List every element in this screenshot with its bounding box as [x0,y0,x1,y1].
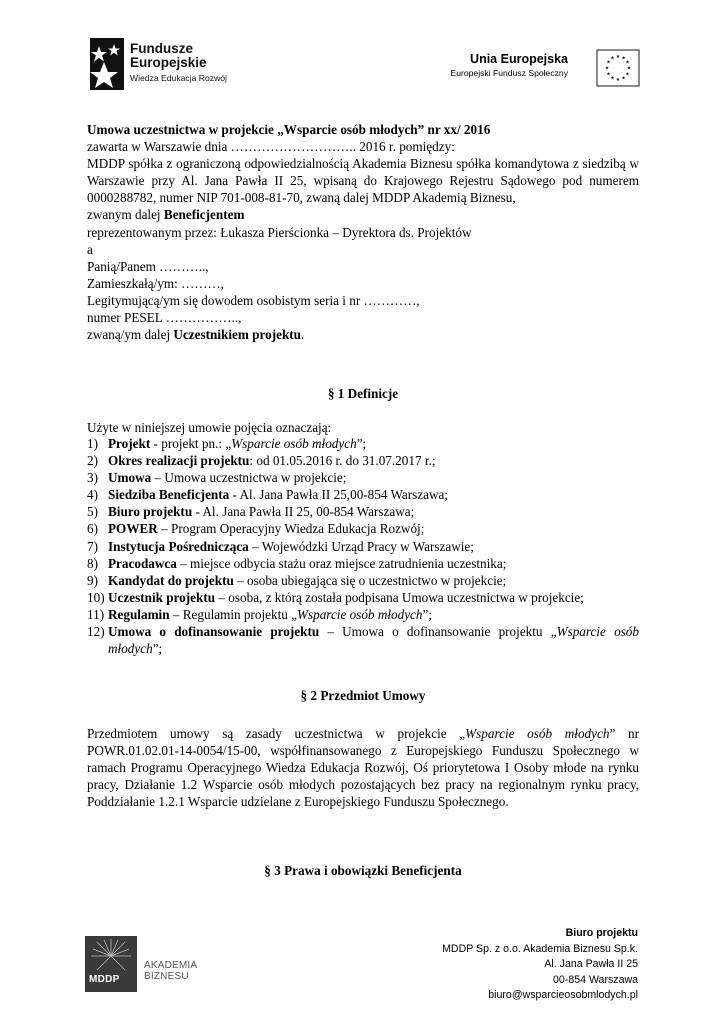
definition-text: Siedziba Beneficjenta - Al. Jana Pawła II 25,00-854 Warszawa; [108,487,449,503]
definition-text: Umowa – Umowa uczestnictwa w projekcie; [108,470,347,486]
eu-logo-subtitle: Europejski Fundusz Społeczny [450,68,568,78]
footer-street: Al. Jana Pawła II 25 [544,958,638,971]
svg-text:★: ★ [621,55,626,62]
definition-text: Okres realizacji projektu: od 01.05.2016 r. do 31.07.2017 r.; [108,453,436,469]
definition-text: Projekt - projekt pn.: „Wsparcie osób młodych”; [108,436,367,451]
participant-term: Uczestnikiem projektu [173,327,302,343]
conjunction-and: a [87,241,93,257]
definition-term: Biuro projektu [108,504,193,520]
fe-logo-line2: Europejskie [130,55,207,70]
beneficiary-term: Beneficjentem [163,207,245,223]
definition-item [87,606,639,623]
fe-logo-line3: Wiedza Edukacja Rozwój [130,73,227,83]
definition-text: Pracodawca – miejsce odbycia stażu oraz miejsce zatrudnienia uczestnika; [108,555,507,571]
called-beneficiary: zwanym dalej Beneficjentem [87,207,245,223]
definition-term: Uczestnik projektu [108,589,216,605]
definition-text: Instytucja Pośrednicząca – Wojewódzki Urząd Pracy w Warszawie; [108,538,474,554]
fundusze-europejskie-logo [90,38,250,90]
mddp-akademia-logo [85,936,205,992]
definition-item [87,486,639,503]
definition-term: POWER [108,521,158,537]
section2-heading: § 2 Przedmiot Umowy [300,688,426,703]
definition-text: Biuro projektu - Al. Jana Pawła II 25, 00-854 Warszawa; [108,504,415,520]
called-participant: zwaną/ym dalej Uczestnikiem projektu. [87,327,305,343]
definition-item [87,623,639,657]
footer-office-title: Biuro projektu [565,927,638,939]
definition-item [87,452,639,469]
project-name-italic: Wsparcie osób młodych [297,606,423,622]
svg-text:★: ★ [606,59,611,66]
project-name-italic: Wsparcie osób młodych [231,436,357,451]
definition-text: Umowa o dofinansowanie projektu – Umowa o dofinansowanie projektu „Wsparcie osób młodych”; [108,624,639,657]
pesel-field: numer PESEL …………….., [87,310,242,326]
biznesu-word: BIZNESU [144,971,189,982]
svg-text:★: ★ [625,59,630,66]
contract-title: Umowa uczestnictwa w projekcie „Wsparcie osób młodych” nr xx/ 2016 [87,122,491,137]
definition-term: Siedziba Beneficjenta [108,487,230,503]
definition-item [87,520,639,537]
mddp-logo-box [85,936,137,992]
definition-item [87,538,639,555]
represented-by: reprezentowanym przez: Łukasza Pierścionka – Dyrektora ds. Projektów [87,224,472,240]
definition-item [87,469,639,486]
svg-text:★: ★ [621,75,626,82]
definition-number: 9) [87,572,98,588]
section2-paragraph: Przedmiotem umowy są zasady uczestnictwa w projekcie „Wsparcie osób młodych” nr POWR.01.02.01-14-0054/15-00, współfinansowanego z Europejskiego Funduszu Społecznego w ramach Programu Operacyjnego Wiedza Edukacja Rozwój, Oś priorytetowa I Osoby młode na rynku pracy, Działanie 1.2 Wsparcie osób młodych pozostających bez pracy na regionalnym rynku pracy, Poddziałanie 1.2.1 Wsparcie udzielane z Europejskiego Funduszu Społecznego. [87,726,639,810]
definition-term: Kandydat do projektu [108,572,234,588]
footer-company: MDDP Sp. z o.o. Akademia Biznesu Sp.k. [442,942,638,955]
definition-item [87,555,639,572]
definition-number: 1) [87,436,98,451]
definition-item [87,572,639,589]
definition-number: 10) [87,589,105,605]
definition-text: Uczestnik projektu – osoba, z którą została podpisana Umowa uczestnictwa w projekcie; [108,589,584,605]
definition-number: 8) [87,555,98,571]
definition-text: Kandydat do projektu – osoba ubiegająca się o uczestnictwo w projekcie; [108,572,507,588]
mr-mrs-field: Panią/Panem ……….., [87,258,209,274]
star-burst-icon [85,936,137,976]
mddp-box-label: MDDP [89,974,120,985]
definition-term: Regulamin [108,606,170,622]
definition-number: 5) [87,504,98,520]
id-document-field: Legitymującą/ym się dowodem osobistym seria i nr …………, [87,292,420,308]
definition-item [87,503,639,520]
fe-star-icon [90,38,124,90]
party1-text: MDDP spółka z ograniczoną odpowiedzialnością Akademia Biznesu spółka komandytowa z siedzibą w Warszawie przy Al. Jana Pawła II 25, wpisaną do Krajowego Rejestru Sądowego pod numerem 0000288782, numer NIP 701-008-81-70, zwaną dalej MDDP Akademią Biznesu, [87,156,639,206]
definition-number: 12) [87,624,105,640]
definition-term: Pracodawca [108,555,177,571]
svg-text:★: ★ [615,77,621,83]
project-name-italic: Wsparcie osób młodych [108,624,639,657]
definition-text: Regulamin – Regulamin projektu „Wsparcie osób młodych”; [108,606,433,622]
residing-field: Zamieszkałą/ym: ………, [87,275,224,291]
section3-heading: § 3 Prawa i obowiązki Beneficjenta [264,863,462,878]
svg-text:★: ★ [604,65,610,72]
fe-logo-line1: Fundusze [130,41,193,56]
eu-logo-title: Unia Europejska [470,52,568,66]
definition-number: 4) [87,487,98,503]
svg-text:★: ★ [615,54,621,60]
contract-intro [87,121,639,343]
definition-number: 2) [87,453,98,469]
definition-item [87,589,639,606]
footer-email[interactable]: biuro@wsparcieosobmlodych.pl [488,989,638,1002]
eu-flag-icon [596,46,640,90]
definition-term: Umowa o dofinansowanie projektu [108,624,320,640]
svg-text:★: ★ [610,75,615,82]
definition-number: 11) [87,606,105,622]
definition-term: Instytucja Pośrednicząca [108,538,249,554]
definition-term: Projekt [108,436,151,451]
definition-term: Okres realizacji projektu [108,453,250,469]
svg-text:★: ★ [626,65,632,72]
definition-number: 7) [87,538,98,554]
definitions-list [87,435,639,657]
definition-number: 6) [87,521,98,537]
definition-term: Umowa [108,470,152,486]
definition-number: 3) [87,470,98,486]
svg-text:★: ★ [625,71,630,78]
unia-europejska-logo [440,46,640,90]
svg-text:★: ★ [610,55,615,62]
footer-address [442,926,638,1004]
akademia-word: AKADEMIA [144,960,198,971]
section1-lead: Użyte w niniejszej umowie pojęcia oznaczają: [87,420,332,435]
footer-city: 00-854 Warszawa [553,973,638,986]
concluded-line: zawarta w Warszawie dnia ……………………….. 2016 r. pomiędzy: [87,139,455,155]
svg-text:★: ★ [606,71,611,78]
definition-item [87,435,639,452]
definition-text: POWER – Program Operacyjny Wiedza Edukacja Rozwój; [108,521,425,537]
section1-heading: § 1 Definicje [327,386,399,401]
